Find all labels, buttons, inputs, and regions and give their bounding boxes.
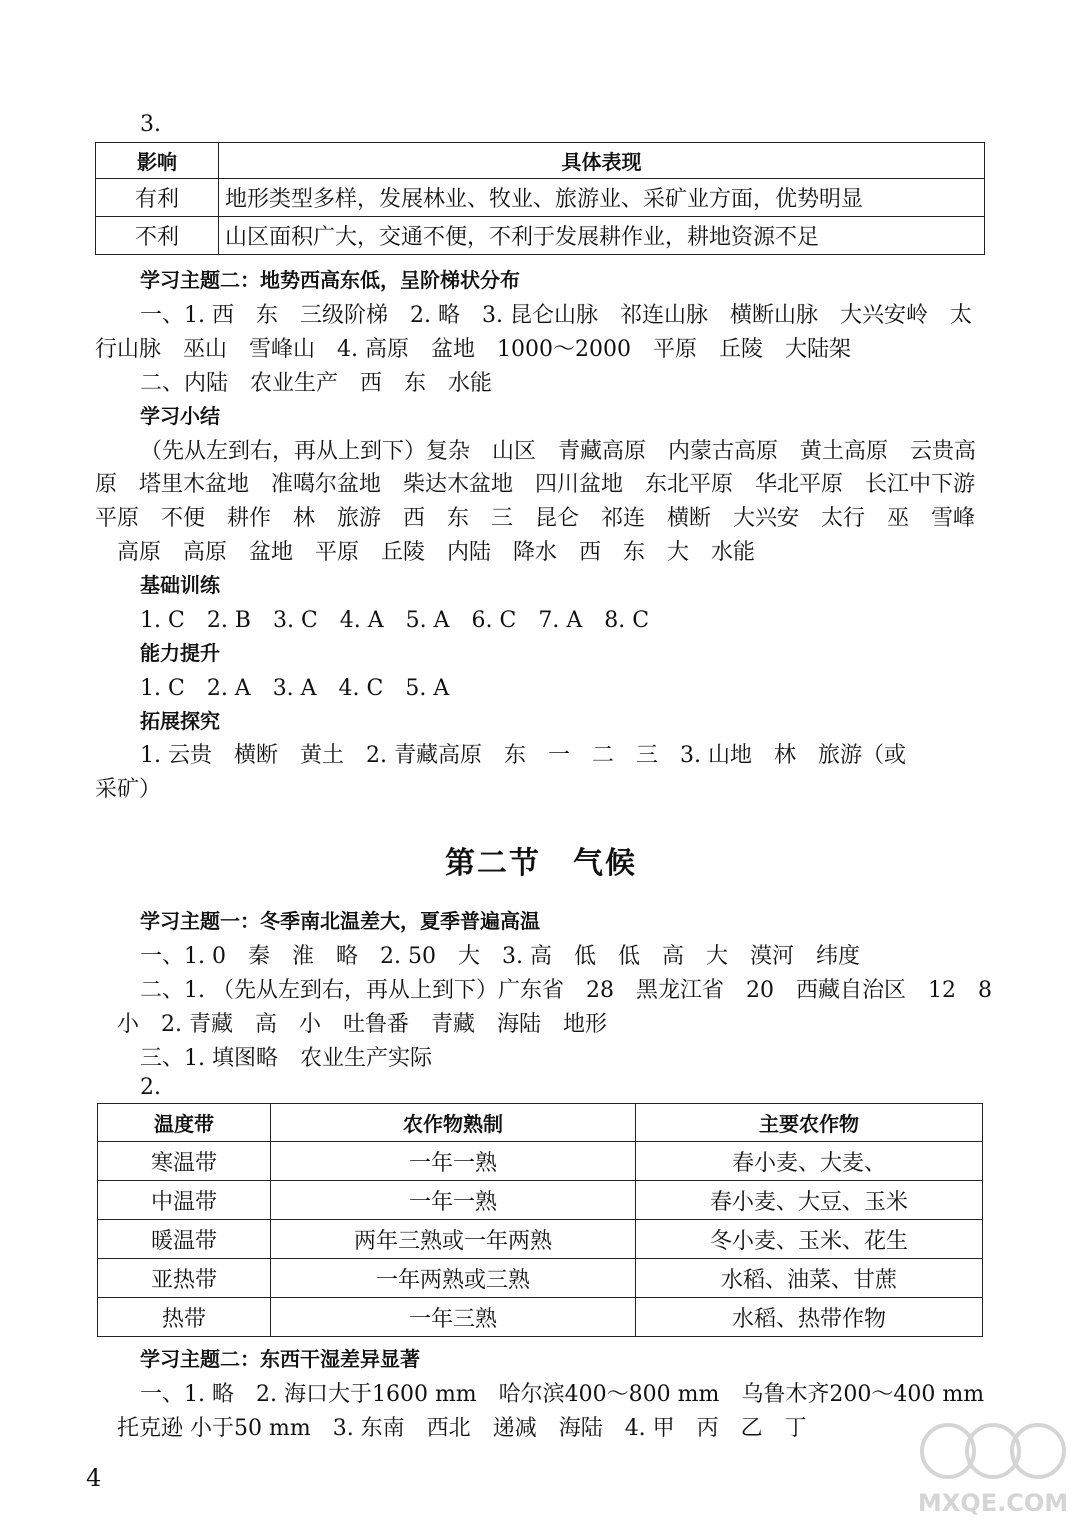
answer-line: 原 塔里木盆地 准噶尔盆地 柴达木盆地 四川盆地 东北平原 华北平原 长江中下游 <box>95 472 976 497</box>
answer-line: 1. 云贵 横断 黄土 2. 青藏高原 东 一 二 三 3. 山地 林 旅游（或 <box>140 743 906 768</box>
table-row <box>98 1220 983 1259</box>
table-row <box>98 1181 983 1220</box>
table-cell: 一年三熟 <box>271 1298 636 1337</box>
table-row <box>98 1298 983 1337</box>
table-cell: 地形类型多样，发展林业、牧业、旅游业、采矿业方面，优势明显 <box>219 179 985 217</box>
table-header: 主要农作物 <box>636 1104 983 1142</box>
table-header: 农作物熟制 <box>271 1104 636 1142</box>
answer-line: 1. C 2. B 3. C 4. A 5. A 6. C 7. A 8. C <box>140 608 650 633</box>
table-row <box>96 179 985 217</box>
impact-table <box>95 142 985 255</box>
answer-line: 一、1. 略 2. 海口大于1600 mm 哈尔滨400～800 mm 乌鲁木齐200～400 mm <box>140 1382 985 1407</box>
answer-line: 一、1. 西 东 三级阶梯 2. 略 3. 昆仑山脉 祁连山脉 横断山脉 大兴安岭 太 <box>140 303 972 328</box>
answer-line: 行山脉 巫山 雪峰山 4. 高原 盆地 1000～2000 平原 丘陵 大陆架 <box>95 337 851 362</box>
answer-line: 采矿） <box>95 777 162 802</box>
table-cell: 暖温带 <box>98 1220 271 1259</box>
answer-line: 托克逊 小于50 mm 3. 东南 西北 递减 海陆 4. 甲 丙 乙 丁 <box>117 1416 807 1441</box>
table-cell: 中温带 <box>98 1181 271 1220</box>
answer-line: 二、1. （先从左到右，再从上到下）广东省 28 黑龙江省 20 西藏自治区 12 8 <box>140 978 992 1003</box>
table-cell: 两年三熟或一年两熟 <box>271 1220 636 1259</box>
answer-line: 一、1. 0 秦 淮 略 2. 50 大 3. 高 低 低 高 大 漠河 纬度 <box>140 944 860 969</box>
question-label: 3. <box>140 112 161 137</box>
temperature-zone-table <box>97 1103 983 1337</box>
table-cell: 水稻、油菜、甘蔗 <box>636 1259 983 1298</box>
section-title: 第二节 气候 <box>445 846 637 881</box>
table-row <box>98 1142 983 1181</box>
section-subheading: 学习小结 <box>140 404 220 428</box>
answer-line: 平原 不便 耕作 林 旅游 西 东 三 昆仑 祁连 横断 大兴安 太行 巫 雪峰 <box>95 506 976 531</box>
table-row <box>98 1259 983 1298</box>
table-cell: 一年两熟或三熟 <box>271 1259 636 1298</box>
table-cell: 春小麦、大豆、玉米 <box>636 1181 983 1220</box>
table-row <box>96 217 985 255</box>
table-header: 温度带 <box>98 1104 271 1142</box>
table-cell: 热带 <box>98 1298 271 1337</box>
table-header: 影响 <box>96 143 219 179</box>
table-header: 具体表现 <box>219 143 985 179</box>
table-cell: 冬小麦、玉米、花生 <box>636 1220 983 1259</box>
section-subheading: 拓展探究 <box>140 709 220 733</box>
table-cell: 一年一熟 <box>271 1142 636 1181</box>
topic-heading: 学习主题一：冬季南北温差大，夏季普遍高温 <box>140 909 540 933</box>
table-cell: 一年一熟 <box>271 1181 636 1220</box>
topic-heading: 学习主题二：地势西高东低，呈阶梯状分布 <box>140 268 520 292</box>
section-subheading: 基础训练 <box>140 573 220 597</box>
table-cell: 山区面积广大，交通不便，不利于发展耕作业，耕地资源不足 <box>219 217 985 255</box>
table-cell: 亚热带 <box>98 1259 271 1298</box>
table-cell: 寒温带 <box>98 1142 271 1181</box>
answer-line: 二、内陆 农业生产 西 东 水能 <box>140 371 493 396</box>
table-cell: 春小麦、大麦、 <box>636 1142 983 1181</box>
table-cell: 水稻、热带作物 <box>636 1298 983 1337</box>
answer-line: 小 2. 青藏 高 小 吐鲁番 青藏 海陆 地形 <box>117 1012 607 1037</box>
answer-line: 高原 高原 盆地 平原 丘陵 内陆 降水 西 东 大 水能 <box>117 540 756 565</box>
table-cell: 有利 <box>96 179 219 217</box>
question-label: 2. <box>140 1075 161 1100</box>
topic-heading: 学习主题二：东西干湿差异显著 <box>140 1347 420 1371</box>
answer-line: （先从左到右，再从上到下）复杂 山区 青藏高原 内蒙古高原 黄土高原 云贵高 <box>140 439 977 464</box>
answer-line: 三、1. 填图略 农业生产实际 <box>140 1046 432 1071</box>
svg-text:MXQE.COM: MXQE.COM <box>918 1489 1068 1517</box>
section-subheading: 能力提升 <box>140 641 220 665</box>
watermark-logo <box>918 1416 1068 1526</box>
answer-line: 1. C 2. A 3. A 4. C 5. A <box>140 676 450 701</box>
page-number: 4 <box>86 1464 102 1492</box>
table-cell: 不利 <box>96 217 219 255</box>
